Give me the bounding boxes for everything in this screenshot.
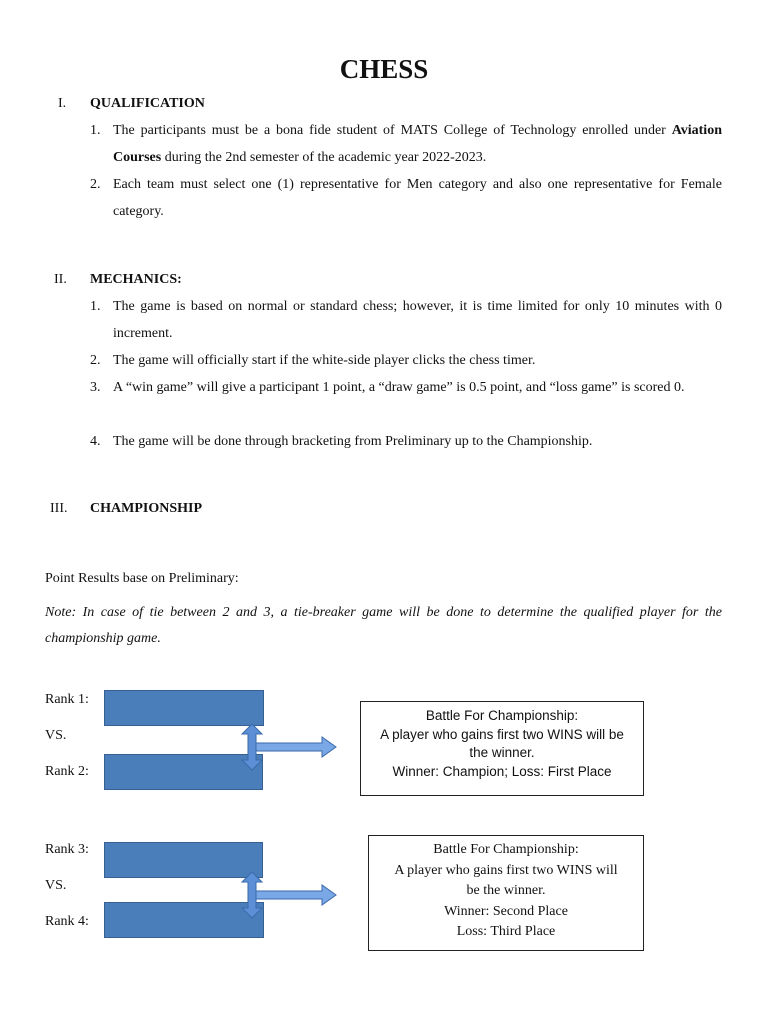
vs-label-1: VS. — [45, 728, 67, 743]
championship-box-2 — [368, 835, 644, 951]
box-1-line-3: the winner. — [469, 745, 535, 760]
item-text-post: during the 2nd semester of the academic year 2022-2023. — [161, 150, 487, 165]
item-text-pre: The participants must be a bona fide student of MATS College of Technology enrolled under — [113, 123, 672, 138]
item-number: 1. — [90, 299, 101, 314]
item-text: The game will officially start if the white-side player clicks the chess timer. — [113, 353, 536, 368]
section-1-heading: QUALIFICATION — [90, 96, 205, 111]
item-number: 3. — [90, 380, 101, 395]
section-3-number: III. — [50, 501, 68, 516]
rank-2-label: Rank 2: — [45, 764, 89, 779]
rank-4-label: Rank 4: — [45, 914, 89, 929]
box-2-line-1: Battle For Championship: — [433, 842, 579, 857]
box-1-line-4: Winner: Champion; Loss: First Place — [392, 763, 612, 779]
box-2-line-4: Winner: Second Place — [444, 903, 568, 919]
mechanics-item-3 — [90, 374, 722, 401]
box-2-line-5: Loss: Third Place — [456, 924, 556, 939]
rank-3-label: Rank 3: — [45, 842, 89, 857]
document-title: CHESS — [339, 54, 429, 84]
box-1-line-2: A player who gains first two WINS will be — [380, 726, 624, 742]
section-3-heading: CHAMPIONSHIP — [90, 501, 202, 516]
item-number: 2. — [90, 177, 101, 192]
section-1-number: I. — [58, 96, 67, 111]
section-2-number: II. — [54, 272, 67, 287]
box-2-line-2: A player who gains first two WINS will — [394, 862, 618, 878]
item-number: 1. — [90, 123, 101, 138]
mechanics-item-1 — [90, 293, 722, 347]
point-results-label: Point Results base on Preliminary: — [45, 571, 239, 586]
item-text: The game will be done through bracketing from Preliminary up to the Championship. — [113, 434, 593, 449]
mechanics-item-4 — [90, 428, 722, 455]
rank-1-label: Rank 1: — [45, 692, 89, 707]
qualification-item-2 — [90, 171, 722, 225]
bracket-1-connector-arrow-icon — [236, 724, 341, 770]
item-number: 2. — [90, 353, 101, 368]
item-text: The game is based on normal or standard chess; however, it is time limited for only 10 minutes with 0 increment. — [113, 299, 722, 341]
rank-1-bar — [104, 690, 264, 726]
box-2-line-3: be the winner. — [466, 883, 546, 898]
item-text: A “win game” will give a participant 1 point, a “draw game” is 0.5 point, and “loss game” is scored 0. — [113, 380, 685, 395]
tie-breaker-note: Note: In case of tie between 2 and 3, a tie-breaker game will be done to determine the qualified player for the championship game. — [45, 605, 722, 646]
item-text-bold: Aviation Courses — [113, 123, 722, 165]
item-text: Each team must select one (1) representative for Men category and also one representative for Female category. — [113, 177, 722, 219]
vs-label-2: VS. — [45, 878, 67, 893]
qualification-item-1 — [90, 117, 722, 171]
section-2-heading: MECHANICS: — [90, 272, 182, 287]
item-number: 4. — [90, 434, 101, 449]
championship-box-1 — [360, 701, 644, 796]
bracket-2-connector-arrow-icon — [236, 872, 341, 918]
box-1-line-1: Battle For Championship: — [425, 708, 579, 723]
mechanics-item-2 — [90, 347, 722, 374]
